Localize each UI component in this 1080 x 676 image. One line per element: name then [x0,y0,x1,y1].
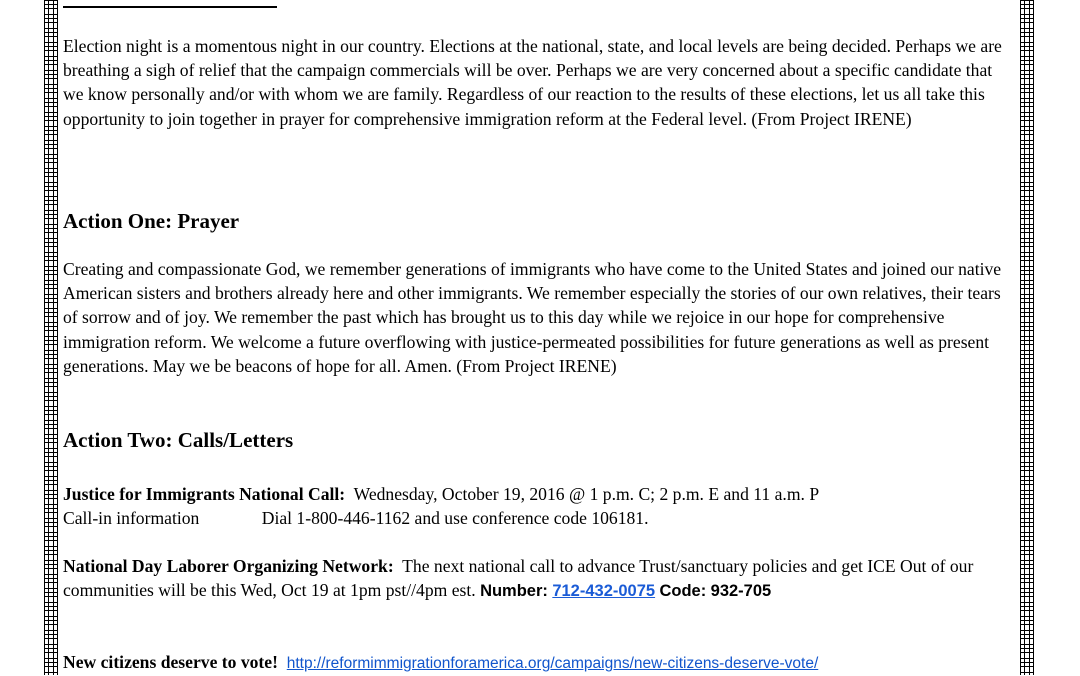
action-one-heading: Action One: Prayer [63,209,240,233]
ndlon-paragraph [63,554,1011,603]
phone-number-link[interactable]: 712-432-0075 [552,582,656,601]
code-value: 932-705 [710,582,772,601]
jfi-text: Wednesday, October 19, 2016 @ 1 p.m. C; 2 p.m. E and 11 a.m. P [353,484,820,504]
callin-text: Dial 1-800-446-1162 and use conference code 106181. [261,508,649,529]
intro-paragraph: Election night is a momentous night in our country. Elections at the national, state, and local levels are being decided. Perhaps we are breathing a sigh of relief that the campaign commercials will be over. Perhaps we are very concerned about a specific candidate that we know personally and/or with whom we are family. Regardless of our reaction to the results of these elections, let us all take this opportunity to join together in prayer for comprehensive immigration reform at the Federal level. (From Project IRENE) [63,36,1002,129]
ndlon-text: The next national call to advance Trust/sanctuary policies and get ICE Out of our communities will be this Wed, Oct 19 at 1pm pst//4pm est. [63,556,974,601]
cut-off-heading-underline [63,0,277,8]
action-two-heading: Action Two: Calls/Letters [63,428,294,452]
number-label: Number: [480,582,548,601]
new-citizens-link[interactable]: http://reformimmigrationforamerica.org/campaigns/new-citizens-deserve-vote/ [286,655,819,672]
callin-label: Call-in information [63,508,200,529]
ndlon-label: National Day Laborer Organizing Network: [63,556,394,576]
jfi-call-paragraph [63,482,1011,530]
new-citizens-paragraph [63,650,1011,676]
decorative-border-left [44,0,58,675]
new-citizens-label: New citizens deserve to vote! [63,652,278,672]
code-label: Code: [659,582,707,601]
decorative-border-right [1020,0,1034,675]
jfi-label: Justice for Immigrants National Call: [63,484,346,504]
prayer-paragraph: Creating and compassionate God, we remember generations of immigrants who have come to the United States and joined our native American sisters and brothers already here and other immigrants. We remember especially the stories of our own relatives, their tears of sorrow and of joy. We remember the past which has brought us to this day while we rejoice in our hope for comprehensive immigration reform. We welcome a future overflowing with justice-permeated possibilities for future generations as well as present generations. May we be beacons of hope for all. Amen. (From Project IRENE) [63,259,1002,376]
